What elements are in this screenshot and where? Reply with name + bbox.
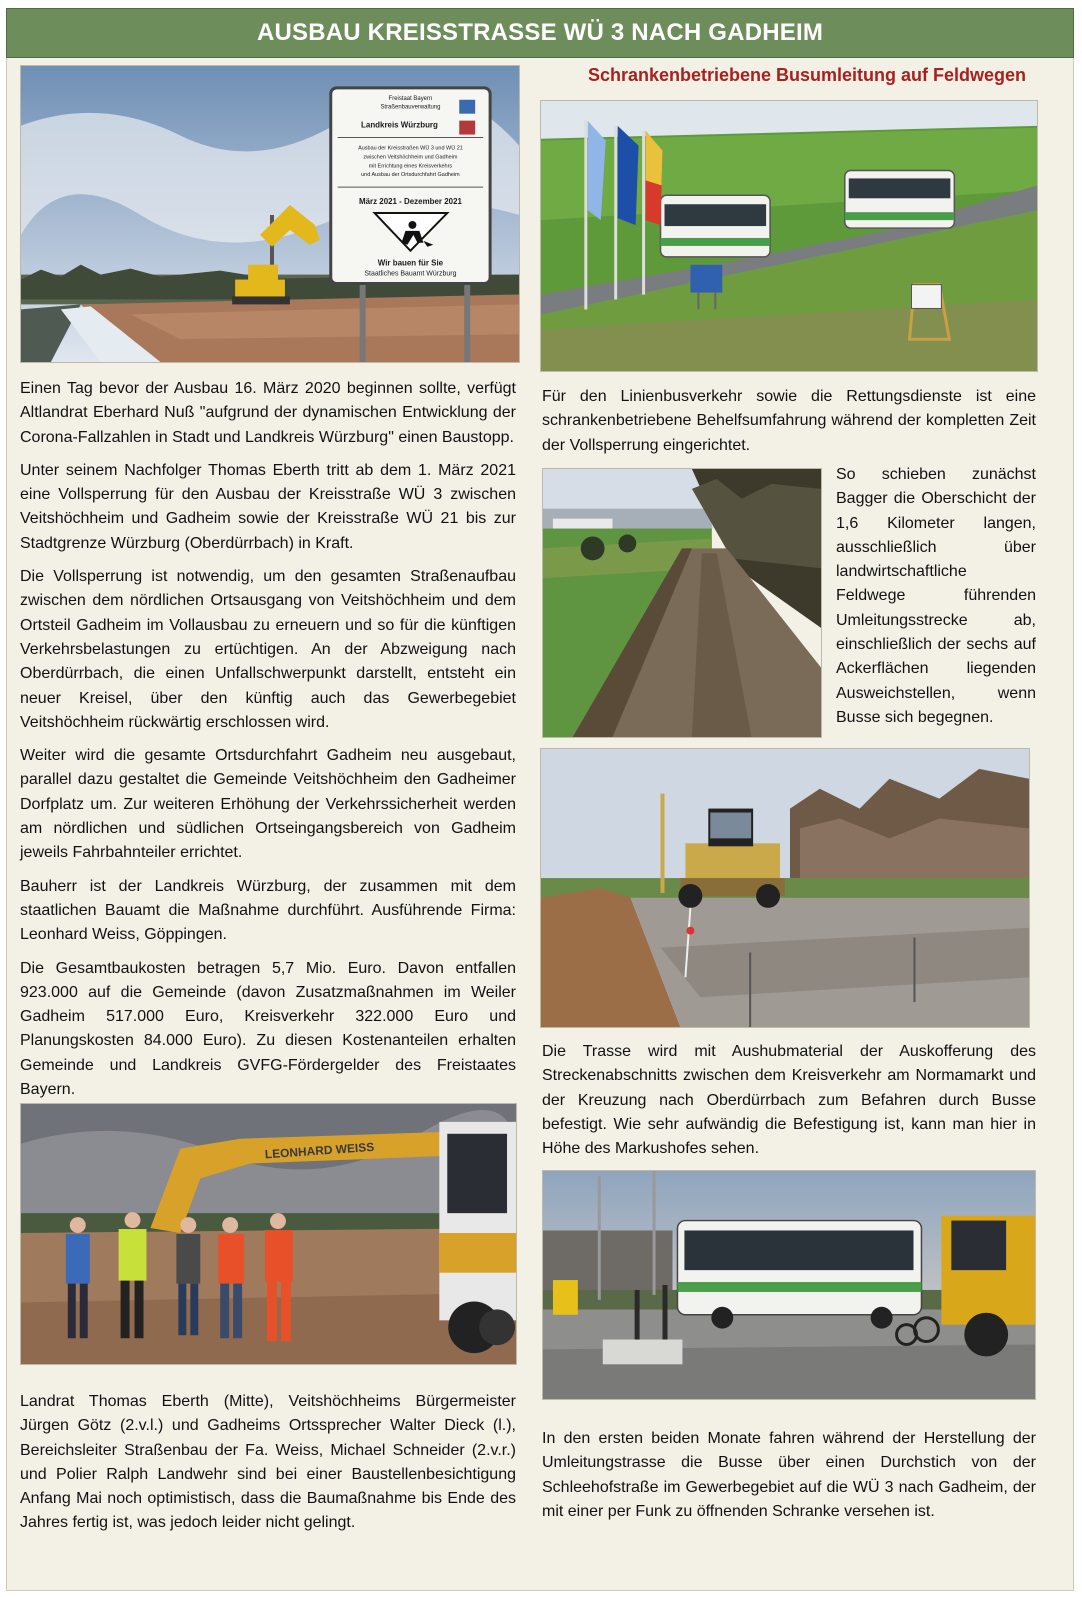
sign-line3: Landkreis Würzburg <box>361 120 438 130</box>
sign-footer1: Wir bauen für Sie <box>377 258 444 268</box>
photo-buses-flags <box>540 100 1038 372</box>
photo-site-visit-group <box>20 1103 517 1365</box>
photo-bus-barrier <box>542 1170 1036 1400</box>
sign-footer2: Staatliches Bauamt Würzburg <box>364 270 457 278</box>
left-paragraph-6: Die Gesamtbaukosten betragen 5,7 Mio. Euro. Davon entfallen 923.000 auf die Gemeinde (davon Zusatzmaßnahmen im Weiler Gadheim 517.000 Euro, Kreisverkehr 322.000 Euro und Planungskosten 84.000 Euro). Zu diesen Kostenanteilen erhalten Gemeinde und Landkreis GVFG-Fördergelder des Freistaates Bayern. <box>20 959 516 1099</box>
photo-caption-group: Landrat Thomas Eberth (Mitte), Veitshöchheims Bürgermeister Jürgen Götz (2.v.l.) und Gadheims Ortssprecher Walter Dieck (l.), Bereichsleiter Straßenbau der Fa. Weiss, Michael Schneider (2.v.r.) und Polier Ralph Landwehr sind bei einer Baustellenbesichtigung Anfang Mai noch optimistisch, dass die Baumaßnahme bis Ende des Jahres fertig ist, was jedoch leider nicht gelingt. <box>20 1393 516 1532</box>
left-paragraph-4: Weiter wird die gesamte Ortsdurchfahrt Gadheim neu ausgebaut, parallel dazu gestaltet die Gemeinde Veitshöchheim den Gadheimer Dorfplatz um. Zur weiteren Erhöhung der Verkehrssicherheit werden am nördlichen und südlichen Ortseingangsbereich von Gadheim jeweils Fahrbahnteiler errichtet. <box>20 747 516 862</box>
page-title: AUSBAU KREISSTRASSE WÜ 3 NACH GADHEIM <box>6 8 1074 58</box>
sign-dates: März 2021 - Dezember 2021 <box>358 197 462 207</box>
right-text-bus-detour: Für den Linienbusverkehr sowie die Rettungsdienste ist eine schrankenbetriebene Behelfsumfahrung während der kompletten Zeit der Vollsperrung eingerichtet. <box>542 388 1036 454</box>
sign-line7: und Ausbau der Ortsdurchfahrt Gadheim <box>361 172 460 179</box>
left-paragraph-2: Unter seinem Nachfolger Thomas Eberth tritt ab dem 1. März 2021 eine Vollsperrung für den Ausbau der Kreisstraße WÜ 3 zwischen Veitshöchheim und Gadheim sowie der Kreisstraße WÜ 21 bis zur Stadtgrenze Würzburg (Oberdürrbach) in Kraft. <box>20 461 516 552</box>
sign-line4: Ausbau der Kreisstraßen WÜ 3 und WÜ 21 <box>358 145 463 152</box>
right-text-trasse: Die Trasse wird mit Aushubmaterial der Auskofferung des Streckenabschnitts zwischen dem Kreisverkehr am Normamarkt und der Kreuzung nach Oberdürrbach zum Befahren durch Busse befestigt. Wie sehr aufwändig die Befestigung ist, kann man hier in Höhe des Markushofes sehen. <box>542 1043 1036 1158</box>
left-paragraph-1: Einen Tag bevor der Ausbau 16. März 2020 beginnen sollte, verfügt Altlandrat Eberhard Nuß "aufgrund der dynamischen Entwicklung der Corona-Fallzahlen in Stadt und Landkreis Würzburg" einen Baustopp. <box>20 380 516 446</box>
photo-gravel-trasse <box>540 748 1030 1028</box>
sign-line6: mit Errichtung eines Kreisverkehrs <box>368 163 453 170</box>
right-text-first-months: In den ersten beiden Monate fahren während der Herstellung der Umleitungstrasse die Busse über einen Durchstich von der Schleehofstraße im Gewerbegebiet auf die WÜ 3 nach Gadheim, der mit einer per Funk zu öffnenden Schranke versehen ist. <box>542 1430 1036 1520</box>
left-paragraph-5: Bauherr ist der Landkreis Würzburg, der zusammen mit dem staatlichen Bauamt die Maßnahme durchführt. Ausführende Firma: Leonhard Weiss, Göppingen. <box>20 877 516 944</box>
right-column-heading: Schrankenbetriebene Busumleitung auf Feldwegen <box>587 65 1027 85</box>
sign-line5: zwischen Veitshöchheim und Gadheim <box>363 154 458 161</box>
sign-line1: Freistaat Bayern <box>388 95 433 102</box>
photo-construction-sign <box>20 65 520 363</box>
photo-field-road <box>542 468 822 738</box>
right-text-excavators: So schieben zunächst Bagger die Oberschicht der 1,6 Kilometer langen, ausschließlich über landwirtschaftliche Feldwege führenden Umleitungsstrecke ab, einschließlich der sechs auf Ackerflächen liegenden Ausweichstellen, wenn Busse sich begegnen. <box>836 466 1036 726</box>
left-paragraph-3: Die Vollsperrung ist notwendig, um den gesamten Straßenaufbau zwischen dem nördlichen Ortsausgang von Veitshöchheim und dem Ortsteil Gadheim im Vollausbau zu erneuern und so für die künftigen Verkehrsbelastungen zu ertüchtigen. An der Abzweigung nach Oberdürrbach, die einen Unfallschwerpunkt darstellt, entsteht ein neuer Kreisel, über den künftig auch das Gewerbegebiet Veitshöchheim rückwärtig erschlossen wird. <box>20 568 516 731</box>
left-article-text <box>20 377 516 1111</box>
excavator-brand-label: LEONHARD WEISS <box>264 1139 375 1162</box>
sign-line2: Straßenbauverwaltung <box>380 104 441 111</box>
